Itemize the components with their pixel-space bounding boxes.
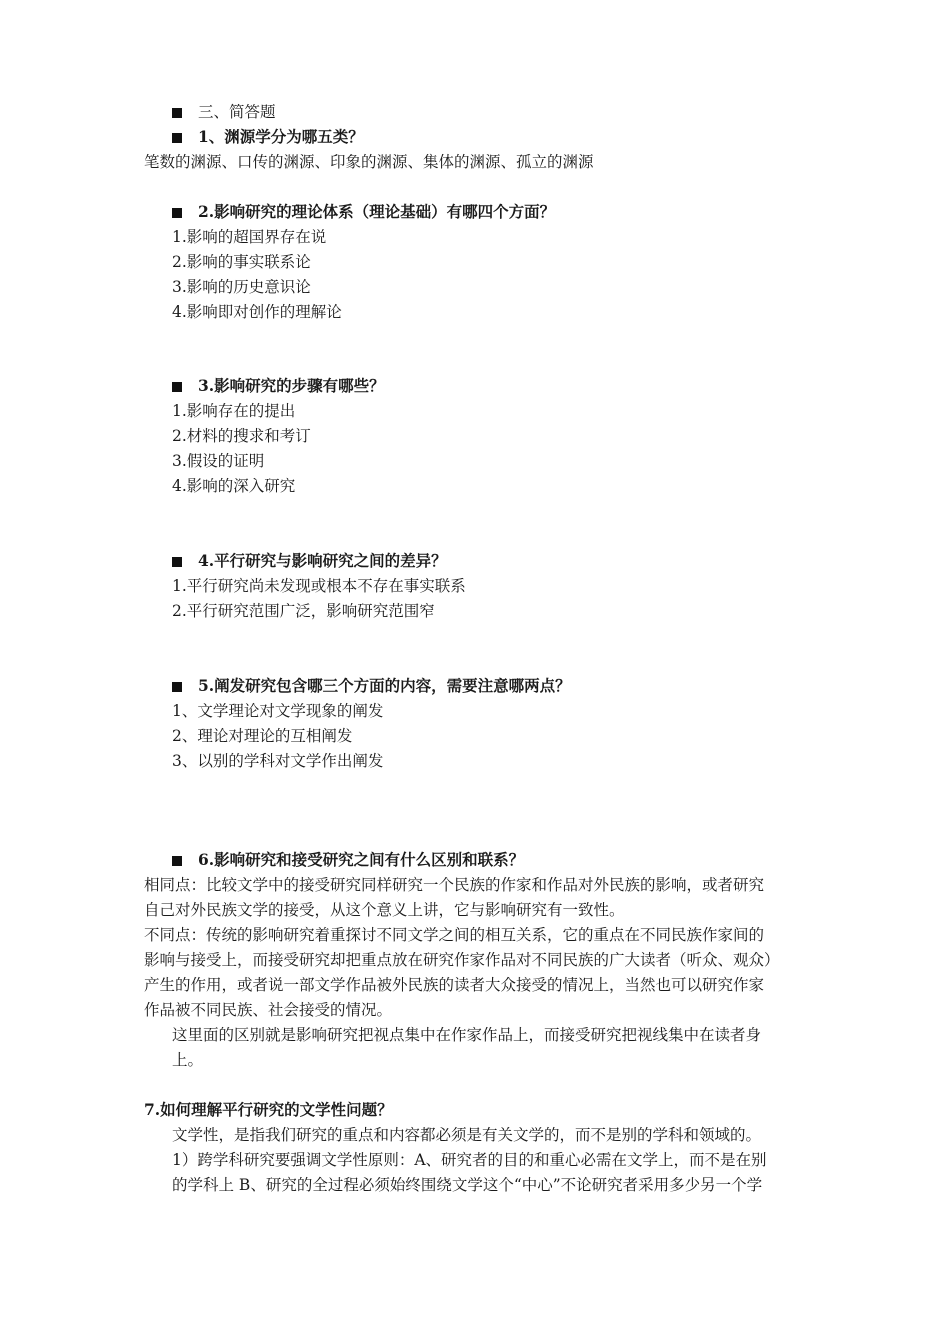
bullet-icon bbox=[172, 682, 182, 692]
question-2-title-text: 2.影响研究的理论体系（理论基础）有哪四个方面？ bbox=[198, 202, 556, 221]
list-item: 1、文学理论对文学现象的阐发 bbox=[172, 702, 384, 720]
section-heading-text: 三、简答题 bbox=[198, 103, 276, 121]
bullet-icon bbox=[172, 382, 182, 392]
bullet-icon bbox=[172, 108, 182, 118]
list-item: 2.材料的搜求和考订 bbox=[172, 427, 311, 445]
bullet-icon bbox=[172, 133, 182, 143]
bullet-icon bbox=[172, 856, 182, 866]
list-item: 4.影响的深入研究 bbox=[172, 477, 296, 495]
paragraph-line: 上。 bbox=[172, 1051, 204, 1069]
question-2-title bbox=[172, 202, 555, 222]
question-5-title-text: 5.阐发研究包含哪三个方面的内容，需要注意哪两点？ bbox=[198, 676, 571, 695]
paragraph-line: 作品被不同民族、社会接受的情况。 bbox=[144, 1001, 393, 1019]
list-item: 2.影响的事实联系论 bbox=[172, 253, 311, 271]
paragraph-line: 文学性，是指我们研究的重点和内容都必须是有关文学的，而不是别的学科和领域的。 bbox=[172, 1126, 762, 1144]
list-item: 4.影响即对创作的理解论 bbox=[172, 303, 342, 321]
paragraph-line: 相同点：比较文学中的接受研究同样研究一个民族的作家和作品对外民族的影响，或者研究 bbox=[144, 876, 765, 894]
bullet-icon bbox=[172, 557, 182, 567]
paragraph-line: 影响与接受上，而接受研究却把重点放在研究作家作品对不同民族的广大读者（听众、观众） bbox=[144, 951, 780, 969]
list-item: 1.平行研究尚未发现或根本不存在事实联系 bbox=[172, 577, 466, 595]
question-4-title bbox=[172, 551, 447, 571]
paragraph-line: 不同点：传统的影响研究着重探讨不同文学之间的相互关系，它的重点在不同民族作家间的 bbox=[144, 926, 765, 944]
paragraph-line: 这里面的区别就是影响研究把视点集中在作家作品上，而接受研究把视线集中在读者身 bbox=[172, 1026, 762, 1044]
question-6-title bbox=[172, 850, 524, 870]
question-7-title: 7.如何理解平行研究的文学性问题？ bbox=[144, 1100, 393, 1119]
bullet-icon bbox=[172, 208, 182, 218]
question-1-answer: 笔数的渊源、口传的渊源、印象的渊源、集体的渊源、孤立的渊源 bbox=[144, 153, 594, 171]
question-5-title bbox=[172, 676, 571, 696]
list-item: 3.假设的证明 bbox=[172, 452, 265, 470]
paragraph-line: 的学科上 B、研究的全过程必须始终围绕文学这个“中心”不论研究者采用多少另一个学 bbox=[172, 1176, 763, 1194]
list-item: 1.影响存在的提出 bbox=[172, 402, 296, 420]
paragraph-line: 产生的作用，或者说一部文学作品被外民族的读者大众接受的情况上，当然也可以研究作家 bbox=[144, 976, 765, 994]
list-item: 2、理论对理论的互相阐发 bbox=[172, 727, 353, 745]
question-3-title-text: 3.影响研究的步骤有哪些？ bbox=[198, 376, 385, 395]
list-item: 3.影响的历史意识论 bbox=[172, 278, 311, 296]
list-item: 1.影响的超国界存在说 bbox=[172, 228, 327, 246]
question-1-title-text: 1、渊源学分为哪五类？ bbox=[198, 127, 364, 146]
question-4-title-text: 4.平行研究与影响研究之间的差异？ bbox=[198, 551, 447, 570]
section-heading bbox=[172, 102, 276, 122]
list-item: 2.平行研究范围广泛，影响研究范围窄 bbox=[172, 602, 435, 620]
paragraph-line: 1）跨学科研究要强调文学性原则：A、研究者的目的和重心必需在文学上，而不是在别 bbox=[172, 1151, 767, 1169]
question-3-title bbox=[172, 376, 385, 396]
question-1-title bbox=[172, 127, 364, 147]
question-6-title-text: 6.影响研究和接受研究之间有什么区别和联系？ bbox=[198, 850, 525, 869]
paragraph-line: 自己对外民族文学的接受，从这个意义上讲，它与影响研究有一致性。 bbox=[144, 901, 625, 919]
list-item: 3、以别的学科对文学作出阐发 bbox=[172, 752, 384, 770]
